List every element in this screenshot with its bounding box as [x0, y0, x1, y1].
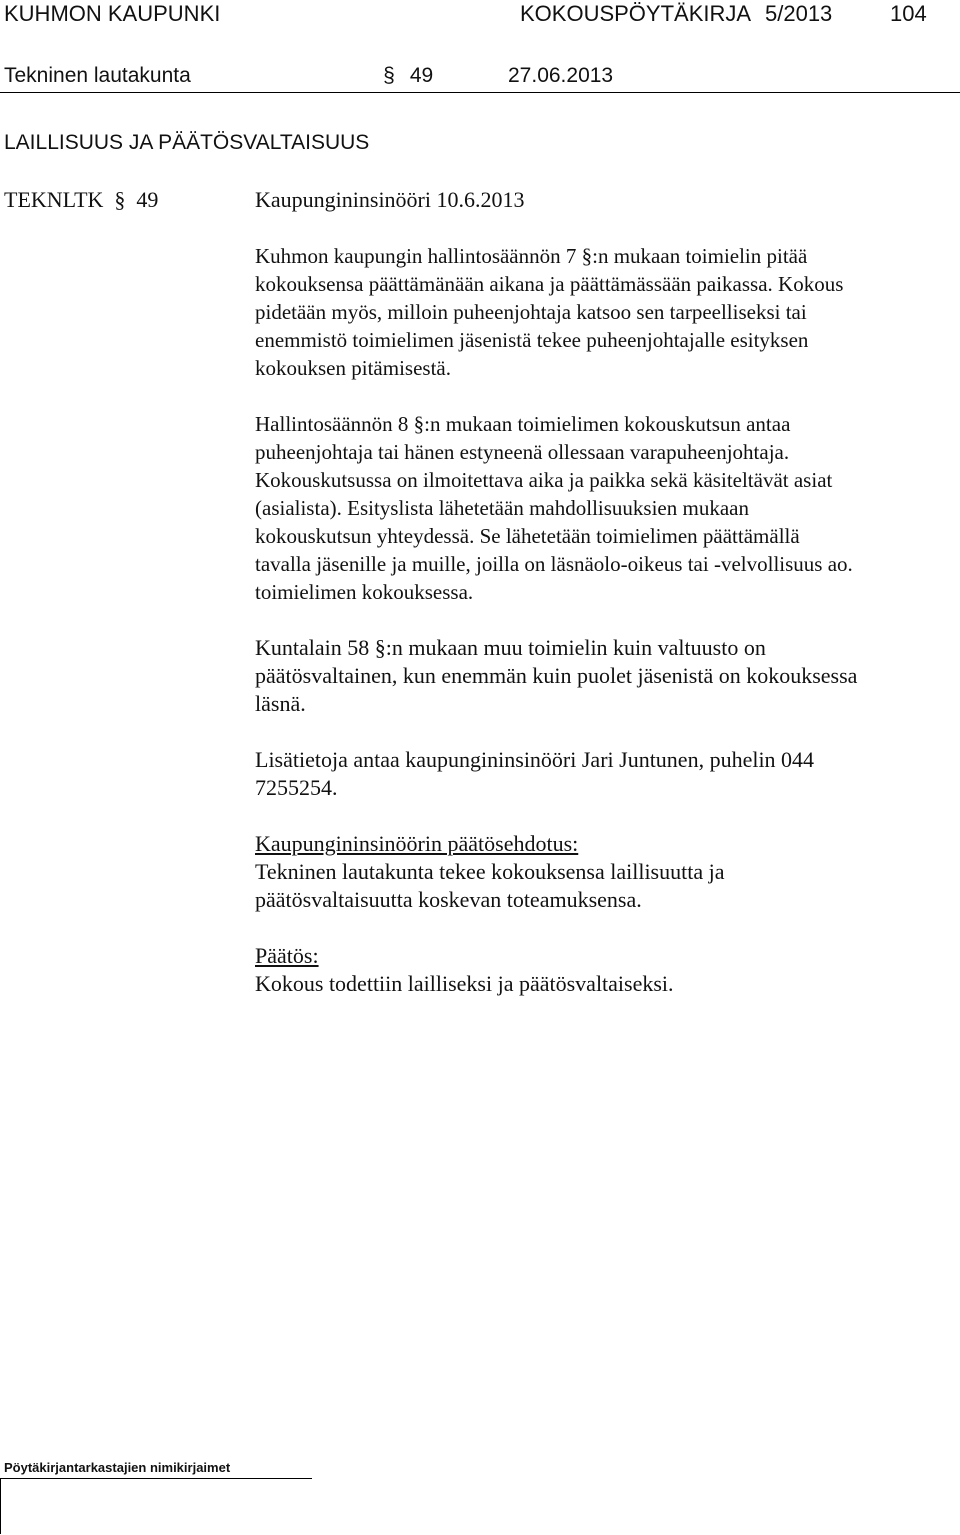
- case-author-date: Kaupungininsinööri 10.6.2013: [255, 187, 525, 212]
- header-divider: [0, 92, 960, 93]
- paragraph-quorum-rules: Kuntalain 58 §:n mukaan muu toimielin kuin valtuusto on päätösvaltainen, kun enemmän kuin puolet jäsenistä on kokouksessa läsnä.: [255, 635, 858, 716]
- proposal-heading: Kaupungininsinöörin päätösehdotus:: [255, 831, 579, 856]
- proposal-text: Tekninen lautakunta tekee kokouksensa laillisuutta ja päätösvaltaisuutta koskevan toteamuksensa.: [255, 859, 725, 912]
- paragraph-invitation-rules: Hallintosäännön 8 §:n mukaan toimielimen kokouskutsun antaa puheenjohtaja tai hänen estyneenä ollessaan varapuheenjohtaja. Kokouskutsussa on ilmoitettava aika ja paikka sekä käsiteltävät asiat (asialista). Esityslista lähetetään mahdollisuuksien mukaan kokouskutsun yhteydessä. Se lähetetään toimielimen päättämällä tavalla jäsenille ja muille, joilla on läsnäolo-oikeus tai -velvollisuus ao. toimielimen kokouksessa.: [255, 412, 853, 604]
- paragraph-contact-info: Lisätietoja antaa kaupungininsinööri Jari Juntunen, puhelin 044 7255254.: [255, 747, 815, 800]
- paragraph-meeting-rules: Kuhmon kaupungin hallintosäännön 7 §:n mukaan toimielin pitää kokouksensa päättämänään aikana ja päättämässään paikassa. Kokous pidetään myös, milloin puheenjohtaja katsoo sen tarpeelliseksi tai enemmistö toimielimen jäsenistä tekee puheenjohtajalle esityksen kokouksen pitämisestä.: [255, 244, 844, 380]
- section-number: [382, 62, 433, 90]
- issue-number: 5/2013: [765, 1, 833, 26]
- section-title: LAILLISUUS JA PÄÄTÖSVALTAISUUS: [4, 131, 370, 154]
- case-prefix: TEKNLTK: [4, 187, 104, 212]
- decision-text: Kokous todettiin lailliseksi ja päätösvaltaiseksi.: [255, 971, 674, 996]
- signatures-label: Pöytäkirjantarkastajien nimikirjaimet: [4, 1460, 231, 1475]
- org-name: KUHMON KAUPUNKI: [4, 1, 221, 26]
- signature-box: [0, 1478, 312, 1534]
- section-sign-icon: §: [114, 187, 126, 212]
- minutes-body: [255, 242, 935, 998]
- page-number: 104: [890, 1, 927, 26]
- section-number-value: 49: [409, 64, 434, 87]
- decision-heading: Päätös:: [255, 943, 319, 968]
- case-number: 49: [136, 187, 159, 212]
- meeting-date: 27.06.2013: [508, 64, 614, 87]
- section-sign-icon: §: [383, 64, 395, 87]
- case-identifier: [4, 186, 158, 214]
- board-name: Tekninen lautakunta: [4, 64, 191, 87]
- document-type: KOKOUSPÖYTÄKIRJA: [520, 1, 752, 26]
